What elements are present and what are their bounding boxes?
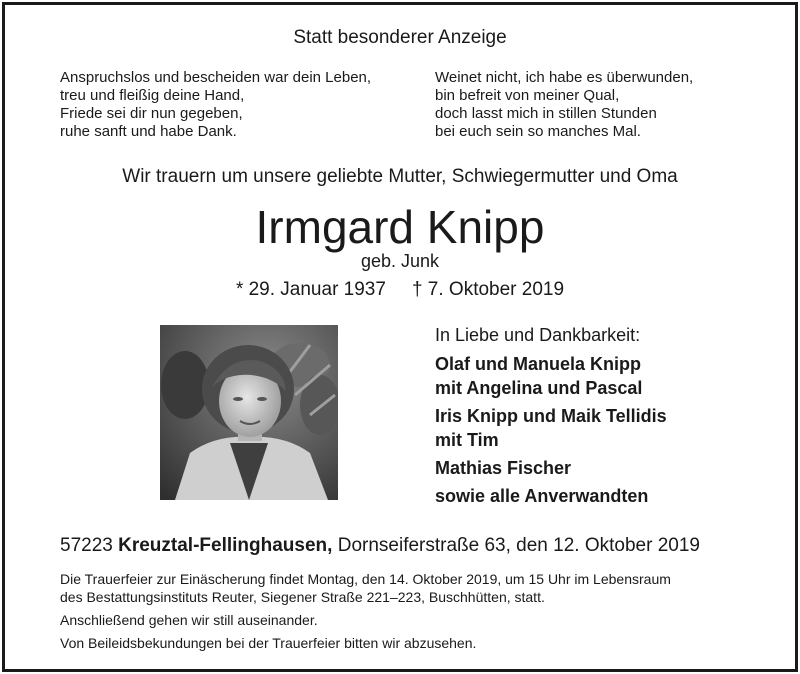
poem-line: doch lasst mich in stillen Stunden xyxy=(435,105,657,122)
poem-line: Weinet nicht, ich habe es überwunden, xyxy=(435,69,694,86)
poem-line: bin befreit von meiner Qual, xyxy=(435,87,620,104)
poem-line: bei euch sein so manches Mal. xyxy=(435,123,641,140)
mourner-line: Mathias Fischer xyxy=(435,458,572,478)
header-text: Statt besonderer Anzeige xyxy=(293,27,507,48)
mourner-line: mit Angelina und Pascal xyxy=(435,378,643,398)
deceased-name: Irmgard Knipp xyxy=(255,201,545,253)
poem-line: Friede sei dir nun gegeben, xyxy=(60,105,243,122)
poem-line: ruhe sanft und habe Dank. xyxy=(60,123,237,140)
poem-line: treu und fleißig deine Hand, xyxy=(60,87,245,104)
life-dates xyxy=(5,279,795,301)
address-zip: 57223 xyxy=(60,535,113,556)
birth-date: * 29. Januar 1937 xyxy=(235,279,386,300)
notice-line: Anschließend gehen wir still auseinander. xyxy=(60,612,318,628)
birth-name: geb. Junk xyxy=(360,251,440,271)
poem-left xyxy=(60,69,371,141)
mourner-line: sowie alle Anverwandten xyxy=(435,486,649,506)
address-street-date: Dornseiferstraße 63, den 12. Oktober 2019 xyxy=(337,535,700,556)
poem-line: Anspruchslos und bescheiden war dein Leben, xyxy=(60,69,372,86)
mourners-label: In Liebe und Dankbarkeit: xyxy=(435,325,641,345)
obituary-frame xyxy=(2,2,798,672)
address-line xyxy=(60,535,700,557)
mourner-line: Olaf und Manuela Knipp xyxy=(435,354,641,374)
mourner-line: mit Tim xyxy=(435,430,499,450)
poem-right xyxy=(435,69,693,141)
notice-line: Von Beileidsbekundungen bei der Trauerfeier bitten wir abzusehen. xyxy=(60,635,477,651)
address-town: Kreuztal-Fellinghausen, xyxy=(118,535,333,556)
notice-line: des Bestattungsinstituts Reuter, Siegener Straße 221–223, Buschhütten, statt. xyxy=(60,589,545,605)
notice-line: Die Trauerfeier zur Einäscherung findet Montag, den 14. Oktober 2019, um 15 Uhr im Lebensraum xyxy=(60,571,671,587)
portrait-photo xyxy=(160,325,338,500)
mourner-line: Iris Knipp und Maik Tellidis xyxy=(435,406,667,426)
death-date: † 7. Oktober 2019 xyxy=(411,279,565,300)
intro-text: Wir trauern um unsere geliebte Mutter, Schwiegermutter und Oma xyxy=(122,166,678,187)
